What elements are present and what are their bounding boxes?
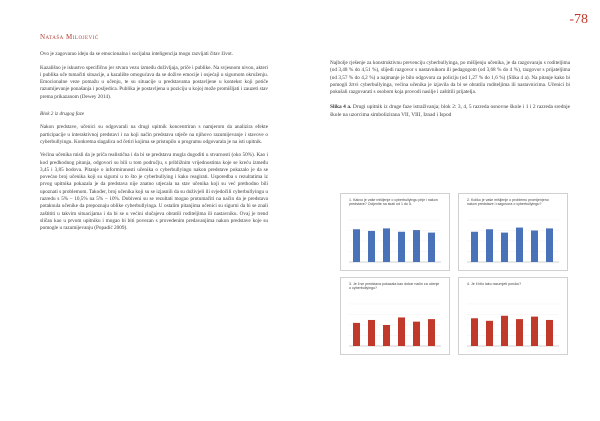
- chart-bar: [501, 233, 508, 262]
- figure-caption: [330, 104, 570, 119]
- chart-bar: [398, 317, 405, 346]
- section-subheading: Blok 2 iz drugog faze: [40, 111, 85, 118]
- chart-title: 3. Je li se predstava pokazala kao dobar način za učenje o cyberbullyingu?: [349, 282, 440, 291]
- left-column: [40, 34, 268, 239]
- chart-3: [340, 277, 450, 355]
- paragraph: Kazališno je iskustvo specifično jer stvara vezu između doživljaja, priče i publike. Na svjesnom nivou, akteri i publika uče tumačiti situacije, a kazalište omogućava da se dožive emocije i osjećaji u sigurnom okruženju. Emocionalne veze pomažu u učenju, te su situacije u predstavama postavljene u kontekst koji potiče razumijevanje ponašanja i posljedica. Publika je postavljena u poziciju u kojoj može promišljati i zauzeti stav prema prikazanom (Dewey 2014).: [40, 64, 268, 100]
- paragraph: Ovo je zagovarao ideju da se emocionalna i socijalna inteligencija mogu razvijati čitav život.: [40, 51, 234, 58]
- figure-caption-label: Slika 4 a.: [330, 104, 352, 111]
- paragraph: Većina učenika misli da je priča realistična i da bi se predstava mogla dogoditi u stvarnosti (oko 50%). Kao i kod predhodnog pitanja, odgovori su bili u tom području, s približnim vrijednostima koje se kreću između 3,45 i 3,85 bodova. Pitanje o informiranosti učenika o cyberbullyingu nakon predstave pokazalo je da se povećao broj učenika koji su sigurni u to što je cyberbullying i kako reagirati. Usporedba s rezultatima iz prvog upitnika pokazala je da predstava nije znatno utjecala na stav učenika koji su već prethodno bili upoznati s problemom. Također, broj učenika koji su se izjasnili da su doživjeli ili svjedočili cyberbullyingu u razredu s 5% – 10,5% na 5% – 10%. Dobiveni su se rezultati mogao protumačiti na način da je predstava potaknula učenike da prepoznaju oblike cyberbullyinga. U ostalim pitanjima učenici su sigurni da bi se znali zaštititi u takvim situacijama i da bi se u većini slučajeva obratili roditeljima ili nastavniku. Ovaj je trend sličan kao u prvom upitniku i mogao bi biti povezan s provedenim predavanjima nakon predstave koje su pomogle u razumijevanju (Popadić 2009).: [40, 152, 268, 232]
- chart-bar: [471, 232, 478, 262]
- chart-title: 1. Kakvo je vaše mišljenje o cyberbullyingu prije i nakon predstave? Ocijenite na skali od 1 do 5.: [349, 198, 438, 207]
- chart-bar: [383, 228, 390, 262]
- chart-bar: [353, 323, 360, 346]
- chart-bar: [531, 317, 538, 346]
- chart-1-plot: [341, 194, 449, 270]
- paragraph: Najbolje rješenje za konstruktivnu prevenciju cyberbullyinga, po mišljenju učenika, je da razgovaraju s roditeljima (od 3,48 % do 4,51 %), slijedi razgovor s nastavnikom ili pedagogom (od 3,68 % do 4 %), razgovor s prijateljima (od 3,57 % do 4,2 %) a najmanje je bilo odgovora za policiju (od 1,27 % do 1,6 %) (Slika 4 a). Na pitanje kako bi pomogli žrtvi cyberbullyinga, većina učenika je izjavila da bi se obratila roditeljima ili nastavnicima. Učenici bi pokušali razgovarati s osobom koja provodi nasilje i zaštitili prijatelja.: [330, 60, 570, 96]
- chart-bar: [353, 229, 360, 262]
- chart-4: [458, 277, 568, 355]
- chart-2-plot: [459, 194, 567, 270]
- chart-bar: [486, 229, 493, 262]
- chart-bar: [546, 320, 553, 346]
- chart-bar: [428, 319, 435, 346]
- figure-caption-text: Drugi upitnik iz druge faze istraživanja; blok 2: 3, 4, 5 razreda osnovne škole i 1 i 2 razreda srednje škole na uzorcima simbolizirana VII, VIII, Iznad i Ispod: [330, 104, 570, 118]
- page-number: -78: [569, 12, 588, 27]
- chart-bar: [516, 228, 523, 262]
- author-name: Nataša Milojević: [40, 33, 99, 41]
- chart-3-plot: [341, 278, 449, 354]
- chart-bar: [501, 316, 508, 346]
- chart-title: 4. Je li bilo lako razumjeti poruku?: [467, 282, 522, 286]
- chart-bar: [398, 232, 405, 262]
- chart-bar: [368, 231, 375, 262]
- chart-bar: [546, 228, 553, 262]
- chart-bar: [471, 318, 478, 346]
- chart-bar: [413, 230, 420, 262]
- chart-4-plot: [459, 278, 567, 354]
- figure-charts: [340, 193, 568, 353]
- right-column: [330, 60, 570, 119]
- chart-title: 2. Koliko je vaše mišljenje o problemu promijenjeno nakon predstave i razgovora o cyberbullyingu?: [467, 198, 549, 207]
- chart-bar: [413, 322, 420, 346]
- chart-bar: [531, 231, 538, 263]
- paragraph: Nakon predstave, učenici su odgovarali na drugi upitnik koncentriran s namjerom da analizira efekte participacije u interaktivnoj predstavi i na koji način predstava utječe na njihovo razumijevanje i stavove o cyberbullyingu. Konkretna slagalica od četiri kojima se pristupilo u programu odgovarala je na isti upitnik.: [40, 124, 268, 145]
- chart-bar: [368, 320, 375, 346]
- chart-bar: [486, 321, 493, 346]
- chart-1: [340, 193, 450, 271]
- chart-2: [458, 193, 568, 271]
- chart-bar: [516, 319, 523, 346]
- chart-bar: [383, 325, 390, 346]
- chart-bar: [428, 233, 435, 262]
